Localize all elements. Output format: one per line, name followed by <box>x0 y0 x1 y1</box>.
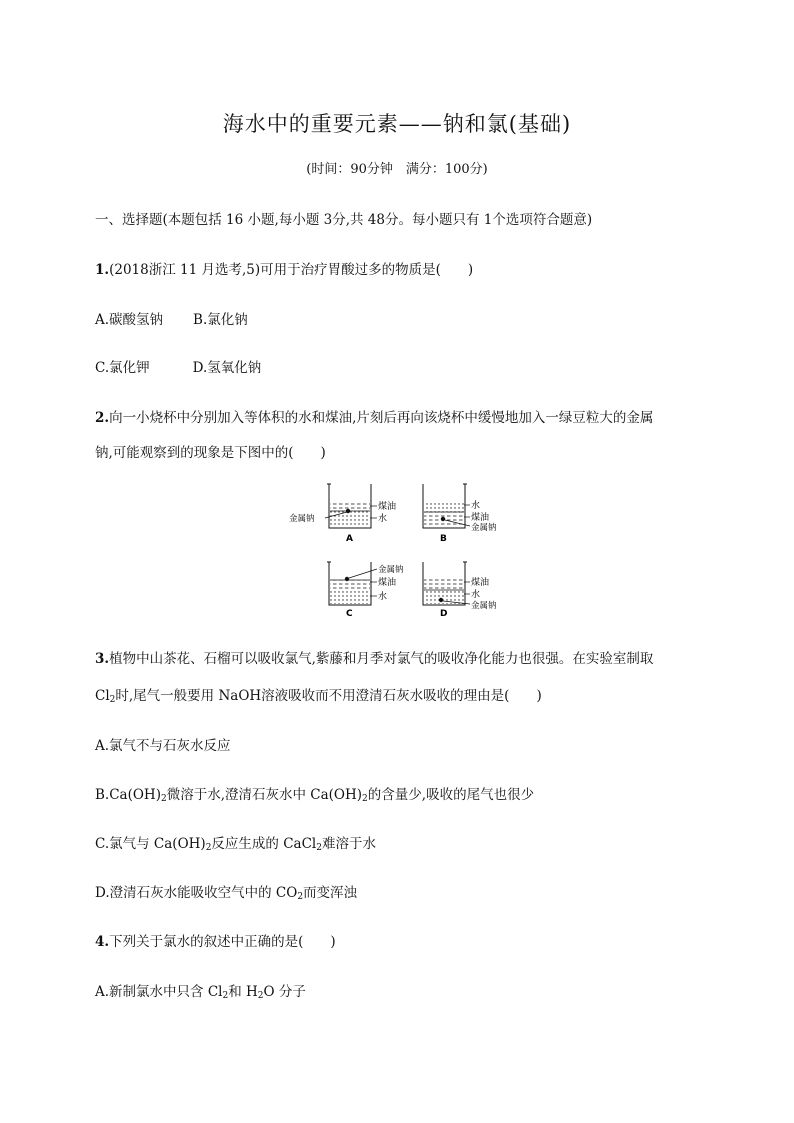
label-sodium: 金属钠 <box>378 565 404 575</box>
formula-text: Cl <box>95 688 110 704</box>
question-text: (2018浙江 11 月选考,5)可用于治疗胃酸过多的物质是( ) <box>109 262 474 278</box>
label-sodium: 金属钠 <box>471 601 497 611</box>
letter-b: B <box>440 534 447 544</box>
option-text: 难溶于水 <box>321 836 376 852</box>
question-1-options-cd <box>95 356 261 376</box>
section-heading: 一、选择题(本题包括 16 小题,每小题 3分,共 48分。每小题只有 1个选项符合题意) <box>95 212 593 228</box>
option-text: 微溶于水,澄清石灰水中 Ca(OH) <box>166 787 363 803</box>
subscript: 2 <box>297 892 304 902</box>
label-water: 水 <box>471 501 481 511</box>
option-text: 而变浑浊 <box>303 885 358 901</box>
beaker-d <box>423 562 497 618</box>
label-water: 水 <box>378 592 388 602</box>
question-number: 3. <box>95 651 110 667</box>
subscript: 2 <box>160 794 167 804</box>
subscript: 2 <box>109 695 116 705</box>
option-b <box>95 783 534 803</box>
option-text: O 分子 <box>263 984 306 1000</box>
subscript: 2 <box>362 794 368 804</box>
label-sodium: 金属钠 <box>289 514 315 524</box>
question-2-line-2: 钠,可能观察到的现象是下图中的( ) <box>95 445 326 461</box>
option-d <box>95 881 357 901</box>
option-d: D.氢氧化钠 <box>192 360 262 376</box>
question-1 <box>95 258 473 278</box>
option-c <box>95 832 376 852</box>
question-number: 2. <box>95 410 110 426</box>
letter-c: C <box>346 609 353 618</box>
question-1-options-ab <box>95 308 248 328</box>
option-a <box>95 980 306 1000</box>
option-c: C.氯化钾 <box>95 360 150 376</box>
sodium-particle <box>345 577 349 581</box>
option-a: A.氯气不与石灰水反应 <box>95 738 231 754</box>
question-4 <box>95 930 336 950</box>
question-number: 4. <box>95 934 110 950</box>
beaker-c <box>327 562 404 618</box>
question-text: 向一小烧杯中分别加入等体积的水和煤油,片刻后再向该烧杯中缓慢地加入一绿豆粒大的金属 <box>109 410 654 426</box>
question-3-line-2 <box>95 684 542 704</box>
option-b: B.氯化钠 <box>193 312 248 328</box>
label-water: 水 <box>378 514 388 524</box>
option-a: A.碳酸氢钠 <box>95 312 164 328</box>
subscript: 2 <box>205 843 212 853</box>
option-text: 和 H <box>228 984 258 1000</box>
question-text: 植物中山茶花、石榴可以吸收氯气,紫藤和月季对氯气的吸收净化能力也很强。在实验室制取 <box>109 651 654 667</box>
label-kerosene: 煤油 <box>471 513 490 523</box>
question-3-line-1 <box>95 647 653 667</box>
subscript: 2 <box>316 843 322 853</box>
page-title: 海水中的重要元素——钠和氯(基础) <box>222 112 572 136</box>
page-subtitle: (时间：90分钟 满分：100分) <box>306 162 488 177</box>
question-2-line-1 <box>95 406 653 426</box>
subscript: 2 <box>257 991 264 1001</box>
option-text: 反应生成的 CaCl <box>211 836 317 852</box>
subscript: 2 <box>222 991 229 1001</box>
option-text: D.澄清石灰水能吸收空气中的 CO <box>95 885 298 901</box>
question-text: 下列关于氯水的叙述中正确的是( ) <box>109 934 336 950</box>
beaker-b <box>423 484 497 544</box>
sodium-particle <box>346 509 350 513</box>
question-number: 1. <box>95 262 110 278</box>
label-sodium: 金属钠 <box>471 523 497 533</box>
question-text: 时,尾气一般要用 NaOH溶液吸收而不用澄清石灰水吸收的理由是( ) <box>115 688 542 704</box>
sodium-particle <box>439 598 443 602</box>
label-kerosene: 煤油 <box>378 502 397 512</box>
option-text: A.新制氯水中只含 Cl <box>95 984 223 1000</box>
label-kerosene: 煤油 <box>471 578 490 588</box>
label-kerosene: 煤油 <box>378 578 397 588</box>
letter-d: D <box>440 609 448 618</box>
option-text: C.氯气与 Ca(OH) <box>95 836 206 852</box>
option-text: B.Ca(OH) <box>95 787 161 803</box>
sodium-particle <box>441 517 445 521</box>
letter-a: A <box>346 534 353 544</box>
label-water: 水 <box>471 590 481 600</box>
beaker-figure <box>285 478 515 618</box>
option-text: 的含量少,吸收的尾气也很少 <box>367 787 535 803</box>
beaker-a <box>289 484 396 544</box>
